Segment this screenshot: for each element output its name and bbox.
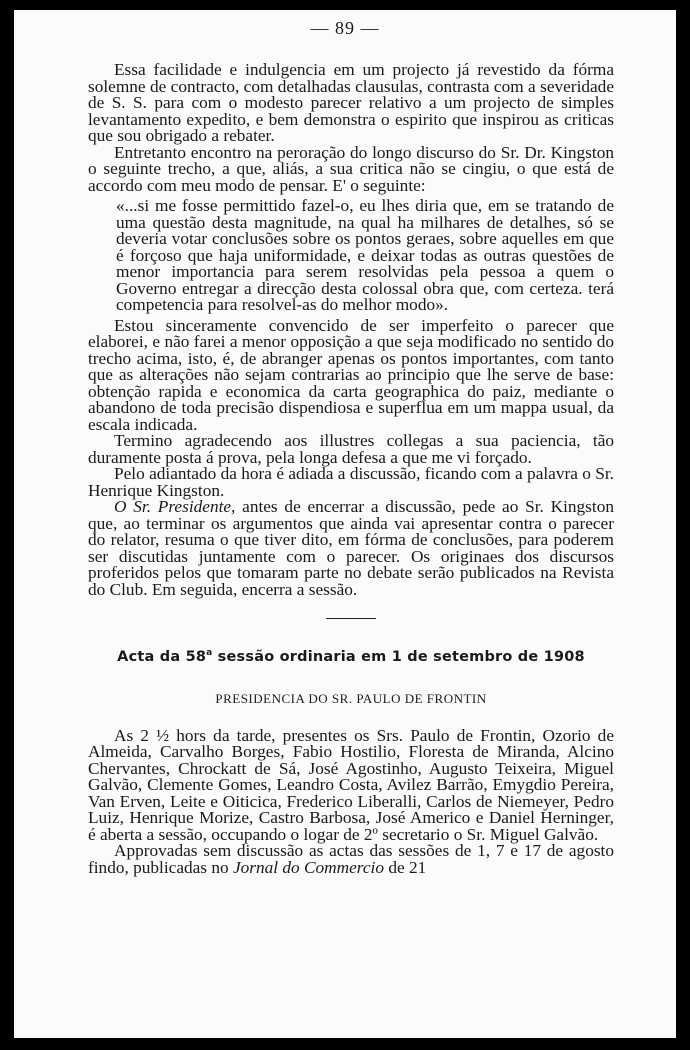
paragraph: Termino agradecendo aos illustres collegas a sua paciencia, tão duramente posta á prova, pela longa defesa a que me vi forçado.: [88, 431, 614, 467]
session-title: Acta da 58$^a$ sessão ordinaria em 1 de setembro de 1908: [117, 648, 585, 665]
journal-name: Jornal do Commercio: [232, 857, 384, 877]
president-remarks: antes de encerrar a discussão, pede ao Sr. Kingston que, ao terminar os argumentos que ainda vai apresentar contra o parecer do relator, resuma o que tiver dito, em fórma de conclusões, para poderem ser discutidas juntamente com o parecer. Os originaes dos discursos proferidos pelos que tomaram parte no debate serão publicados na Revista do Club. Em seguida, encerra a sessão.: [88, 497, 614, 599]
page-body: [88, 62, 614, 876]
paragraph: Estou sinceramente convencido de ser imperfeito o parecer que elaborei, e não farei a menor opposição a que seja modificado no sentido do trecho acima, isto, é, de abranger apenas os pontos importantes, com tanto que as alterações não sejam contrarias ao principio que lhe serve de base: obtenção rapida e economica da carta geographica do paiz, mediante o abandono de toda precisão dispendiosa e superflua em um mappa usual, da escala indicada.: [88, 315, 614, 434]
section-divider: [326, 618, 376, 619]
block-quote: «...si me fosse permittido fazel-o, eu lhes diria que, em se tratando de uma questão desta magnitude, na qual ha milhares de detalhes, só se deveria votar conclusões sobre os pontos geraes, sobre aquelles em que é forçoso que haja uniformidade, e deixar todas as outras questões de menor importancia para serem resolvidas pela pessoa a quem o Governo entregar a direcção desta colossal obra que, com certeza. terá competencia para resolvel-as do melhor modo».: [116, 196, 614, 314]
paragraph-president: [88, 499, 614, 598]
page-number: — 89 —: [310, 18, 380, 38]
approval-paragraph: Approvadas sem discussão as actas das sessões de 1, 7 e 17 de agosto findo, publicadas no Jornal do Commercio de 21: [88, 841, 614, 877]
speaker-name: O Sr. Presidente,: [114, 497, 236, 516]
book-page: [14, 10, 676, 1038]
paragraph: Essa facilidade e indulgencia em um projecto já revestido da fórma solemne de contracto, com detalhadas clausulas, contrasta com a severidade de S. S. para com o modesto parecer relativo a um projecto de simples levantamento expedito, e bem demonstra o espirito que inspirou as criticas que sou obrigado a rebater.: [88, 60, 614, 145]
attendance-paragraph: As 2 ½ hors da tarde, presentes os Srs. Paulo de Frontin, Ozorio de Almeida, Carvalho Borges, Fabio Hostilio, Floresta de Miranda, Alcino Chervantes, Chrockatt de Sá, José Agostinho, Augusto Teixeira, Miguel Galvão, Clemente Gomes, Leandro Costa, Avilez Barrão, Emygdio Pereira, Van Erven, Leite e Oiticica, Frederico Liberalli, Carlos de Niemeyer, Pedro Luiz, Henrique Morize, Castro Barbosa, José Americo e Daniel Herninger, é aberta a sessão, occupando o logar de 2º secretario o Sr. Miguel Galvão.: [88, 725, 614, 844]
presidency-line: PRESIDENCIA DO SR. PAULO DE FRONTIN: [215, 691, 487, 707]
paragraph: Pelo adiantado da hora é adiada a discussão, ficando com a palavra o Sr. Henrique Kingston.: [88, 464, 614, 500]
paragraph: Entretanto encontro na peroração do longo discurso do Sr. Dr. Kingston o seguinte trecho, a que, aliás, a sua critica não se cingiu, o que está de accordo com meu modo de pensar. E' o seguinte:: [88, 142, 614, 195]
